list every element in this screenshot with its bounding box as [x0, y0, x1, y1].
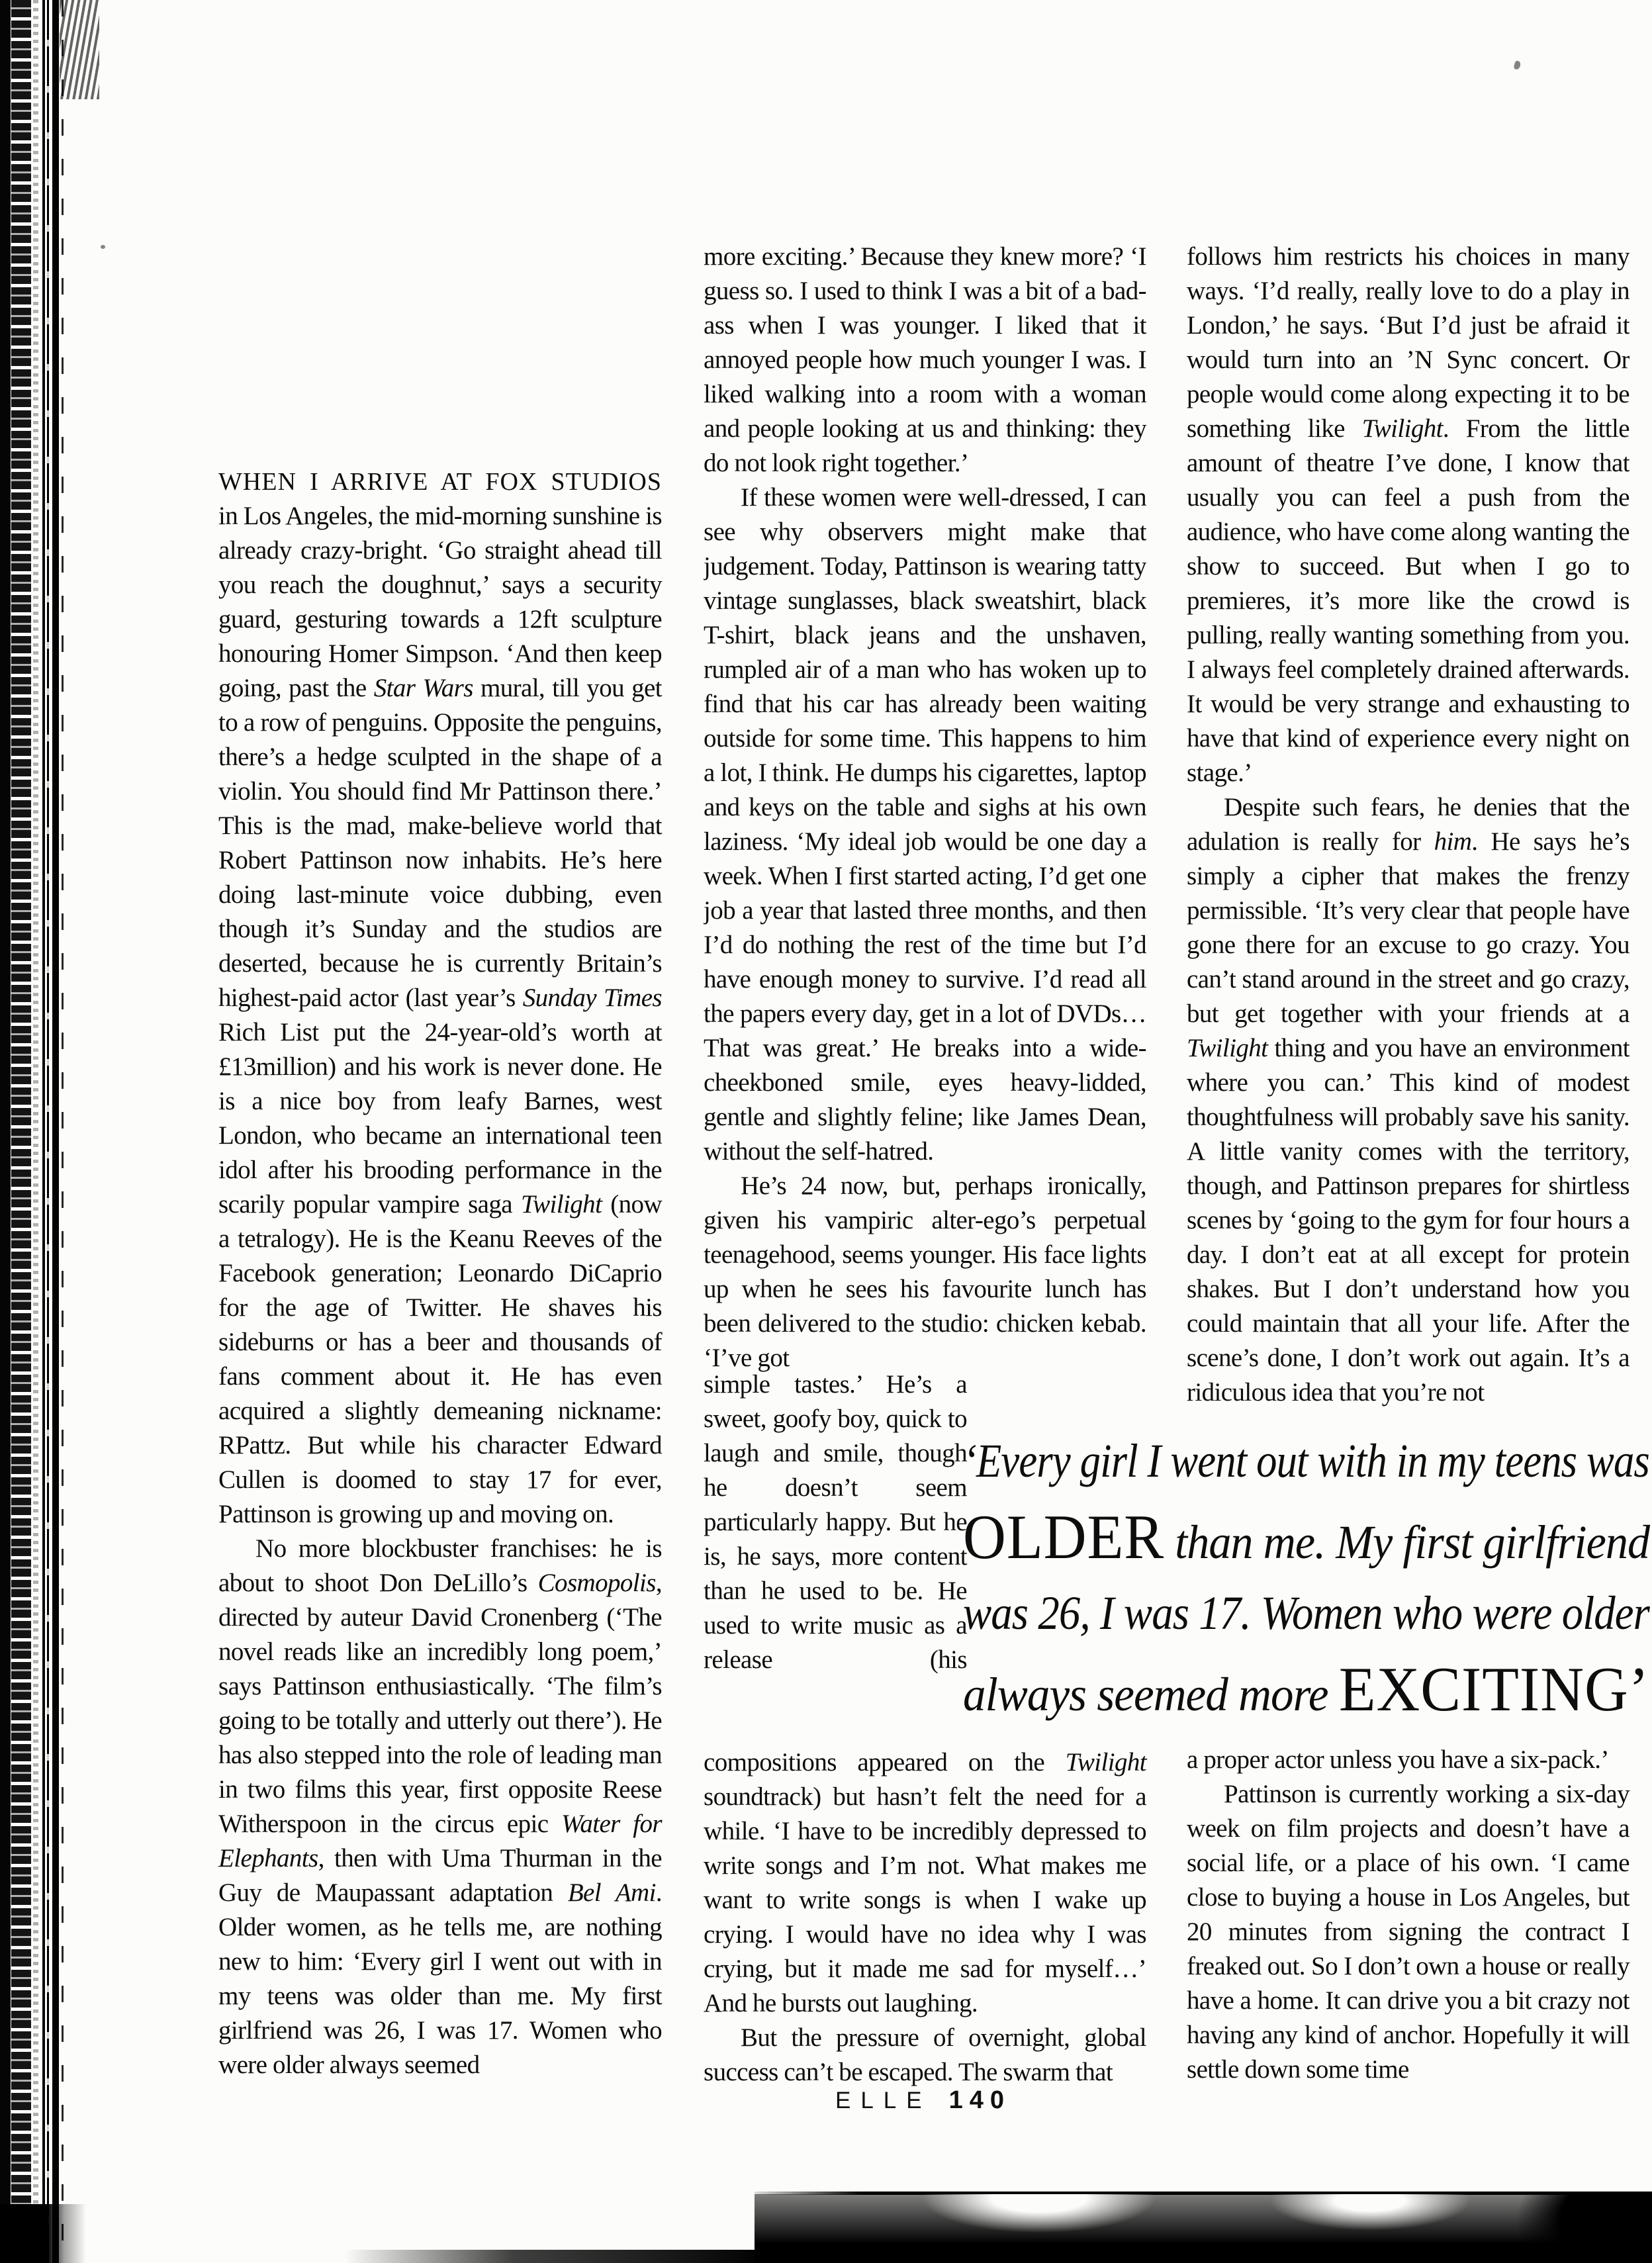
pull-quote-line	[963, 1499, 1649, 1575]
paragraph: If these women were well-dressed, I can see why observers might make that judgement. Today, Pattinson is wearing tatty vintage sunglasses, black sweatshirt, black T-shirt, black jeans and the unshaven, rumpled air of a man who has woken up to find that his car has already been waiting outside for some time. This happens to him a lot, I think. He dumps his cigarettes, laptop and keys on the table and sighs at his own laziness. ‘My ideal job would be one day a week. When I first started acting, I’d get one job a year that lasted three months, and then I’d do nothing the rest of the time but I’d have enough money to survive. I’d read all the papers every day, get in a lot of DVDs… That was great.’ He breaks into a wide-cheekboned smile, eyes heavy-lidded, gentle and slightly feline; like James Dean, without the self-hatred.	[704, 483, 1146, 1166]
scan-artifact-bar	[11, 0, 31, 2263]
pull-quote-line	[963, 1575, 1649, 1651]
paragraph: He’s 24 now, but, perhaps ironically, given his vampiric alter-ego’s perpetual teenagehood, seems younger. His face lights up when he sees his favourite lunch has been delivered to the studio: chicken kebab. ‘I’ve got	[704, 1172, 1146, 1372]
pull-quote-text: OLDER than me. My first girlfriend	[963, 1502, 1650, 1572]
paragraph: Pattinson is currently working a six-day week on film projects and doesn’t have a social life, or a place of his own. ‘I came close to buying a house in Los Angeles, but 20 minutes from signing the contract I freaked out. So I don’t own a house or really have a home. It can drive you a bit crazy not having any kind of anchor. Hopefully it will settle down some time	[1187, 1780, 1629, 2084]
scan-speck	[1513, 60, 1521, 70]
scan-artifact-bottom-corner	[0, 2204, 86, 2263]
pull-quote-text: ‘Every girl I went out with in my teens was	[963, 1434, 1649, 1487]
paragraph: But the pressure of overnight, global success can’t be escaped. The swarm that	[704, 2023, 1146, 2086]
pull-quote-line	[963, 1651, 1649, 1728]
scan-artifact-noise	[60, 0, 99, 99]
scan-artifact-speckle	[33, 0, 38, 2263]
scan-artifact-line	[47, 0, 49, 2263]
scan-artifact-line	[42, 0, 45, 2263]
paragraph: No more blockbuster franchises: he is about to shoot Don DeLillo’s Cosmopolis, directed by auteur David Cronenberg (‘The novel reads like an incredibly long poem,’ says Pattinson enthusiastically. ‘The film’s going to be totally and utterly out there’). He has also stepped into the role of leading man in two films this year, first opposite Reese Witherspoon in the circus epic Water for Elephants, then with Uma Thurman in the Guy de Maupassant adaptation Bel Ami. Older women, as he tells me, are nothing new to him: ‘Every girl I went out with in my teens was older than me. My first girlfriend was 26, I was 17. Women who were older always seemed	[218, 1534, 662, 2079]
page-number: 140	[948, 2086, 1011, 2114]
scan-artifact-bottom-blob	[755, 2194, 1652, 2263]
scan-artifact-line	[62, 0, 64, 2263]
page-footer	[835, 2086, 1011, 2115]
paragraph: simple tastes.’ He’s a sweet, goofy boy, quick to laugh and smile, though he doesn’t seem particularly happy. But he is, he says, more content than he used to be. He used to write music as a release (his	[704, 1370, 967, 1674]
paragraph: Despite such fears, he denies that the adulation is really for him. He says he’s simply a cipher that makes the frenzy permissible. ‘It’s very clear that people have gone there for an excuse to go crazy. You can’t stand around in the street and go crazy, but get together with your friends at a Twilight thing and you have an environment where you can.’ This kind of modest thoughtfulness will probably save his sanity. A little vanity comes with the territory, though, and Pattinson prepares for shirtless scenes by ‘going to the gym for four hours a day. I don’t eat at all except for protein shakes. But I don’t understand how you could maintain that all your life. After the scene’s done, I don’t work out again. It’s a ridiculous idea that you’re not	[1187, 793, 1629, 1407]
scan-artifact-left-edge	[0, 0, 106, 2263]
magazine-brand: ELLE	[835, 2088, 932, 2113]
scan-artifact-bottom-streak	[344, 2250, 768, 2263]
pull-quote-text: was 26, I was 17. Women who were older	[963, 1587, 1649, 1640]
paragraph: more exciting.’ Because they knew more? ‘I guess so. I used to think I was a bit of a bad-ass when I was younger. I liked that it annoyed people how much younger I was. I liked walking into a room with a woman and people looking at us and thinking: they do not look right together.’	[704, 242, 1146, 477]
pull-quote-line	[963, 1423, 1649, 1499]
paragraph: in Los Angeles, the mid-morning sunshine is already crazy-bright. ‘Go straight ahead till you reach the doughnut,’ says a security guard, gesturing towards a 12ft sculpture honouring Homer Simpson. ‘And then keep going, past the Star Wars mural, till you get to a row of penguins. Opposite the penguins, there’s a hedge sculpted in the shape of a violin. You should find Mr Pattinson there.’ This is the mad, make-believe world that Robert Pattinson now inhabits. He’s here doing last-minute voice dubbing, even though it’s Sunday and the studios are deserted, because he is currently Britain’s highest-paid actor (last year’s Sunday Times Rich List put the 24-year-old’s worth at £13million) and his work is never done. He is a nice boy from leafy Barnes, west London, who became an international teen idol after his brooding performance in the scarily popular vampire saga Twilight (now a tetralogy). He is the Keanu Reeves of the Facebook generation; Leonardo DiCaprio for the age of Twitter. He shaves his sideburns or has a beer and thousands of fans comment about it. He has even acquired a slightly demeaning nickname: RPattz. But while his character Edward Cullen is doomed to stay 17 for ever, Pattinson is growing up and moving on.	[218, 502, 663, 1528]
article-opening-line: WHEN I ARRIVE AT FOX STUDIOS	[218, 468, 662, 496]
scan-artifact-bar	[0, 0, 11, 2263]
paragraph: follows him restricts his choices in many ways. ‘I’d really, really love to do a play in London,’ he says. ‘But I’d just be afraid it would turn into an ’N Sync concert. Or people would come along expecting it to be something like Twilight. From the little amount of theatre I’ve done, I know that usually you can feel a push from the audience, who have come along wanting the show to succeed. But when I go to premieres, it’s more like the crowd is pulling, really wanting something from you. I always feel completely drained afterwards. It would be very strange and exhausting to have that kind of experience every night on stage.’	[1187, 242, 1629, 787]
pull-quote	[963, 1423, 1649, 1728]
column-1	[218, 465, 662, 2082]
paragraph: compositions appeared on the Twilight soundtrack) but hasn’t felt the need for a while. ‘I have to be incredibly depressed to write songs and I’m not. What makes me want to write songs is when I wake up crying. I would have no idea why I was crying, but it made me sad for myself…’ And he bursts out laughing.	[704, 1748, 1146, 2017]
column-3-lower	[1187, 1743, 1629, 2087]
pull-quote-text: always seemed more EXCITING’	[963, 1654, 1650, 1724]
column-2-narrow	[704, 1367, 967, 1677]
scan-speck	[101, 245, 105, 249]
column-3-upper	[1187, 240, 1629, 1410]
column-2-lower	[704, 1745, 1146, 2090]
paragraph: a proper actor unless you have a six-pack.’	[1187, 1745, 1609, 1774]
column-2-upper	[704, 240, 1146, 1373]
scan-artifact-line	[52, 0, 59, 2263]
